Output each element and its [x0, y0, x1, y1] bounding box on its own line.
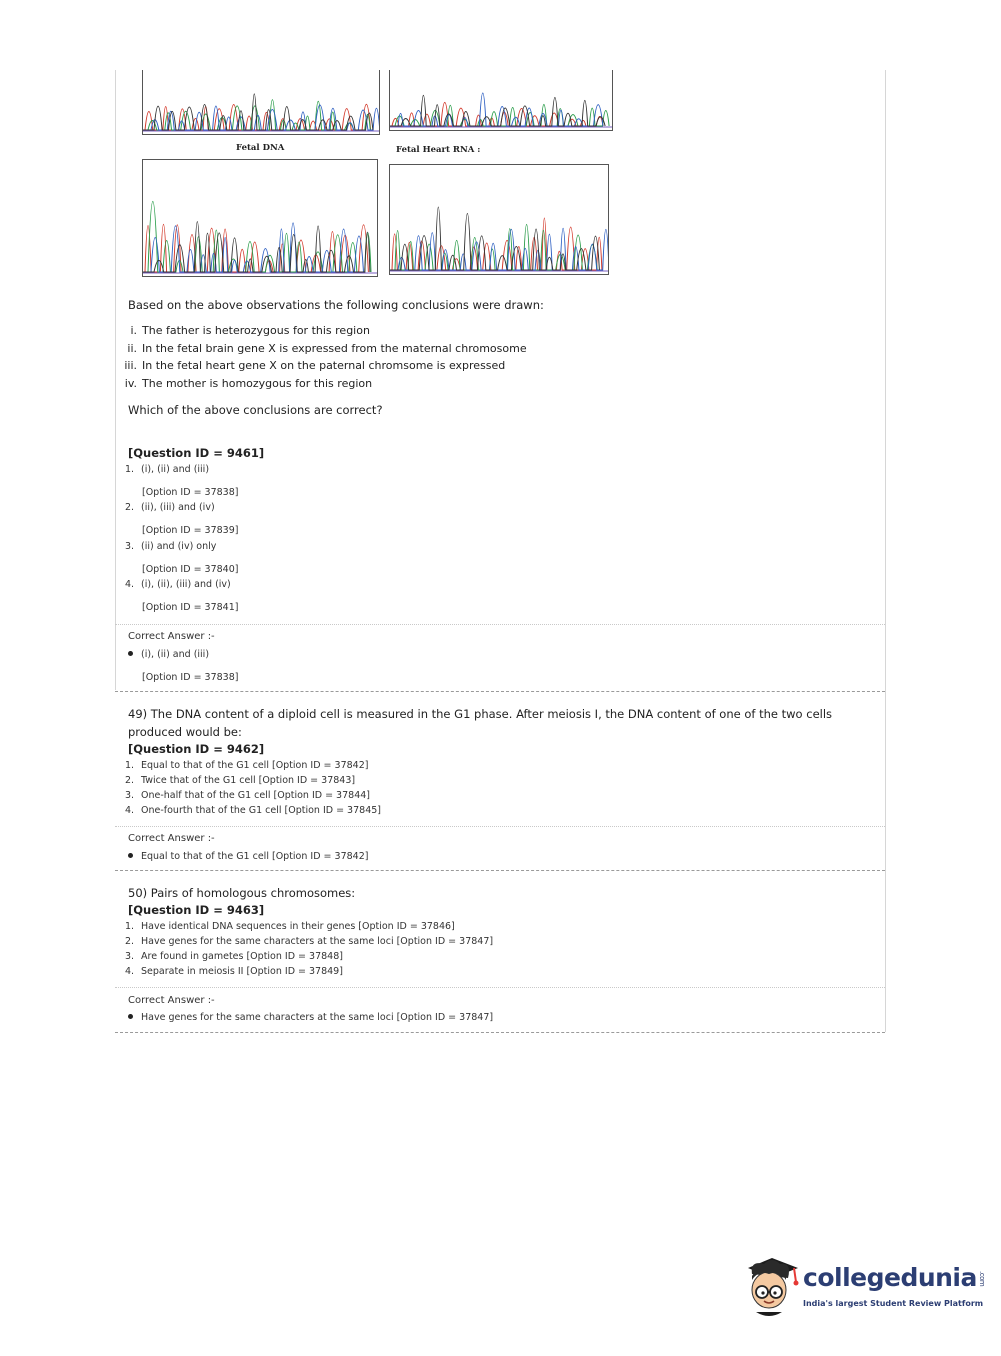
option-number: 3.: [125, 541, 135, 552]
option-number: 3.: [125, 790, 135, 801]
correct-option-id: [Option ID = 37838]: [142, 672, 239, 683]
option-item[interactable]: [125, 936, 493, 947]
caption-fetal-dna: Fetal DNA: [236, 143, 285, 153]
option-text: (i), (ii) and (iii): [141, 464, 210, 475]
option-text: One-fourth that of the G1 cell [Option ID = 37845]: [141, 805, 381, 816]
option-text: Separate in meiosis II [Option ID = 37849]: [141, 966, 343, 977]
option-item[interactable]: [125, 579, 231, 590]
option-number: 4.: [125, 805, 135, 816]
divider: [115, 987, 885, 988]
brand-suffix: .com: [977, 1271, 986, 1287]
conclusion-item: [124, 377, 373, 390]
divider: [115, 826, 885, 827]
option-text: Have genes for the same characters at the same loci [Option ID = 37847]: [141, 936, 494, 947]
option-id: [Option ID = 37840]: [142, 564, 239, 575]
conclusion-number: i.: [130, 324, 137, 337]
chromatogram-top-left: [142, 70, 380, 135]
question-text-cont: produced would be:: [128, 725, 242, 739]
option-text: (ii), (iii) and (iv): [141, 502, 215, 513]
option-item[interactable]: [125, 790, 370, 801]
correct-answer-label: Correct Answer :-: [128, 631, 215, 642]
option-number: 1.: [125, 760, 135, 771]
correct-answer-text: (i), (ii) and (iii): [141, 649, 210, 660]
question-text: 49) The DNA content of a diploid cell is measured in the G1 phase. After meiosis I, the DNA content of one of the two cells: [128, 707, 833, 721]
option-text: Equal to that of the G1 cell [Option ID = 37842]: [141, 760, 369, 771]
caption-fetal-heart-rna: Fetal Heart RNA :: [396, 145, 481, 155]
correct-answer-label: Correct Answer :-: [128, 833, 215, 844]
bullet-icon: [128, 651, 133, 656]
question-text: 50) Pairs of homologous chromosomes:: [128, 886, 356, 900]
correct-answer: [128, 851, 368, 862]
conclusion-text: The mother is homozygous for this region: [142, 377, 373, 390]
conclusion-item: [130, 324, 370, 337]
option-item[interactable]: [125, 775, 355, 786]
correct-answer-text: Equal to that of the G1 cell [Option ID = 37842]: [141, 851, 369, 862]
option-text: Are found in gametes [Option ID = 37848]: [141, 951, 343, 962]
option-item[interactable]: [125, 966, 343, 977]
conclusion-text: In the fetal heart gene X on the paternal chromsome is expressed: [142, 359, 506, 372]
option-number: 2.: [125, 502, 135, 513]
question-id: [Question ID = 9463]: [128, 903, 265, 917]
conclusion-number: iii.: [124, 359, 137, 372]
chromatogram-fetal-dna: [142, 159, 378, 277]
option-id: [Option ID = 37838]: [142, 487, 239, 498]
question-id: [Question ID = 9462]: [128, 742, 265, 756]
correct-answer-text: Have genes for the same characters at the same loci [Option ID = 37847]: [141, 1012, 494, 1023]
option-item[interactable]: [125, 760, 368, 771]
brand-name: collegedunia: [803, 1263, 977, 1292]
question-separator: [115, 691, 885, 692]
page-frame-right: [885, 70, 886, 1032]
option-item[interactable]: [125, 805, 381, 816]
option-number: 2.: [125, 936, 135, 947]
option-number: 1.: [125, 464, 135, 475]
brand-tagline: India's largest Student Review Platform: [803, 1299, 984, 1308]
option-item[interactable]: [125, 541, 216, 552]
question-separator: [115, 1032, 885, 1033]
option-item[interactable]: [125, 464, 209, 475]
correct-answer: [128, 649, 209, 660]
option-text: (ii) and (iv) only: [141, 541, 217, 552]
bullet-icon: [128, 1014, 133, 1019]
option-text: Have identical DNA sequences in their genes [Option ID = 37846]: [141, 921, 455, 932]
conclusion-number: iv.: [124, 377, 137, 390]
option-number: 4.: [125, 579, 135, 590]
option-number: 4.: [125, 966, 135, 977]
conclusion-text: The father is heterozygous for this region: [142, 324, 370, 337]
brand-logo[interactable]: [803, 1263, 986, 1292]
chromatogram-fetal-heart-rna: [389, 164, 609, 275]
option-item[interactable]: [125, 951, 343, 962]
question-separator: [115, 870, 885, 871]
option-number: 3.: [125, 951, 135, 962]
conclusions-intro: Based on the above observations the following conclusions were drawn:: [128, 298, 544, 312]
option-id: [Option ID = 37841]: [142, 602, 239, 613]
bullet-icon: [128, 853, 133, 858]
correct-answer: [128, 1012, 493, 1023]
question-text: Which of the above conclusions are correct?: [128, 403, 383, 417]
option-item[interactable]: [125, 921, 455, 932]
conclusion-item: [127, 342, 527, 355]
divider: [115, 624, 885, 625]
conclusion-item: [124, 359, 506, 372]
option-text: Twice that of the G1 cell [Option ID = 37843]: [141, 775, 356, 786]
question-id: [Question ID = 9461]: [128, 446, 265, 460]
option-number: 2.: [125, 775, 135, 786]
option-id: [Option ID = 37839]: [142, 525, 239, 536]
option-text: One-half that of the G1 cell [Option ID = 37844]: [141, 790, 370, 801]
conclusion-number: ii.: [127, 342, 137, 355]
correct-answer-label: Correct Answer :-: [128, 995, 215, 1006]
chromatogram-top-right: [389, 70, 613, 131]
conclusion-text: In the fetal brain gene X is expressed from the maternal chromosome: [142, 342, 527, 355]
option-item[interactable]: [125, 502, 215, 513]
mascot-logo-icon: [742, 1250, 802, 1322]
option-number: 1.: [125, 921, 135, 932]
trace-line: [143, 94, 373, 130]
option-text: (i), (ii), (iii) and (iv): [141, 579, 231, 590]
